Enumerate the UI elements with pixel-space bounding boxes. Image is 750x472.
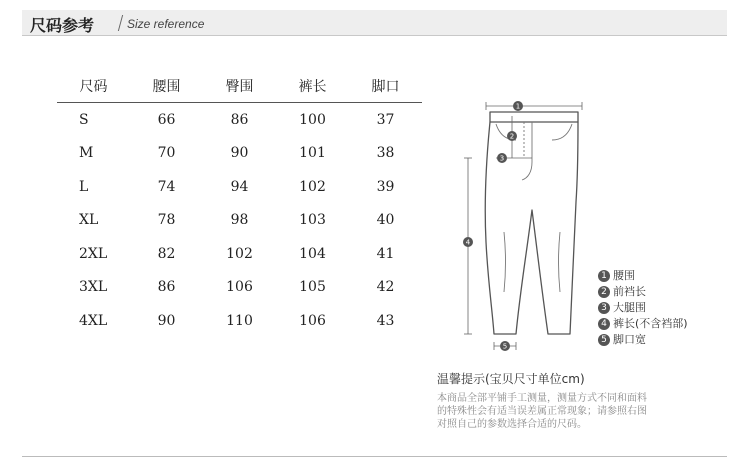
table-cell: 40 — [376, 212, 395, 229]
table-cell: 43 — [376, 312, 395, 329]
table-cell: 66 — [157, 111, 176, 128]
table-row — [57, 304, 422, 338]
marker-1: 1 — [515, 102, 521, 111]
table-cell: 37 — [376, 111, 395, 128]
table-cell: XL — [79, 212, 99, 229]
pants-crease-left — [504, 232, 506, 292]
pants-pocket-right — [552, 124, 572, 140]
table-row — [57, 237, 422, 271]
legend-number: 1 — [598, 270, 610, 282]
legend-number: 4 — [598, 318, 610, 330]
legend-label: 裤长(不含裆部) — [613, 317, 688, 330]
marker-5: 5 — [502, 342, 508, 351]
table-cell: 90 — [230, 145, 249, 162]
tip-line: 本商品全部平铺手工测量，测量方式不同和面料 — [437, 393, 647, 404]
legend-item — [598, 332, 688, 348]
pants-waistband — [490, 112, 578, 122]
marker-2: 2 — [509, 132, 515, 141]
table-cell: 101 — [299, 145, 326, 162]
table-cell: 39 — [376, 178, 395, 195]
table-row — [57, 204, 422, 238]
marker-4: 4 — [465, 238, 471, 247]
legend-label: 腰围 — [613, 269, 635, 282]
measurement-legend — [598, 268, 688, 348]
table-cell: 105 — [299, 279, 326, 296]
legend-number: 5 — [598, 334, 610, 346]
column-header: 脚口 — [349, 70, 422, 103]
column-header: 臀围 — [203, 70, 276, 103]
table-cell: 98 — [230, 212, 249, 229]
legend-label: 大腿围 — [613, 301, 646, 314]
legend-item — [598, 316, 688, 332]
column-header: 裤长 — [276, 70, 349, 103]
section-title: 尺码参考 — [30, 16, 95, 35]
legend-item — [598, 268, 688, 284]
table-row — [57, 103, 422, 137]
table-cell: 74 — [157, 178, 176, 195]
table-cell: 86 — [157, 279, 176, 296]
marker-3: 3 — [499, 154, 505, 163]
table-cell: 70 — [157, 145, 176, 162]
table-cell: 100 — [299, 111, 326, 128]
table-cell: S — [79, 111, 89, 128]
legend-number: 3 — [598, 302, 610, 314]
tip-title: 温馨提示(宝贝尺寸单位cm) — [437, 372, 585, 386]
column-header: 尺码 — [57, 70, 130, 103]
table-cell: 2XL — [79, 245, 108, 262]
legend-item — [598, 300, 688, 316]
table-cell: 102 — [226, 245, 253, 262]
legend-label: 前裆长 — [613, 285, 646, 298]
table-cell: 102 — [299, 178, 326, 195]
title-separator — [118, 15, 123, 31]
column-header: 腰围 — [130, 70, 203, 103]
size-table — [57, 70, 422, 338]
section-header — [22, 10, 727, 36]
section-subtitle: Size reference — [127, 17, 205, 31]
table-cell: 104 — [299, 245, 326, 262]
table-cell: 110 — [226, 312, 253, 329]
table-cell: 86 — [230, 111, 249, 128]
table-cell: 82 — [157, 245, 176, 262]
legend-label: 脚口宽 — [613, 333, 646, 346]
table-cell: 106 — [299, 312, 326, 329]
table-cell: 78 — [157, 212, 176, 229]
pants-diagram — [460, 92, 590, 354]
table-header-row — [57, 70, 422, 103]
table-row — [57, 271, 422, 305]
table-cell: M — [79, 145, 94, 162]
table-cell: 3XL — [79, 279, 108, 296]
table-cell: 42 — [376, 279, 395, 296]
table-row — [57, 137, 422, 171]
table-cell: 4XL — [79, 312, 108, 329]
bottom-divider — [22, 456, 727, 457]
pants-crease-right — [559, 232, 561, 292]
tip-body — [437, 392, 707, 431]
table-cell: 41 — [376, 245, 395, 262]
table-cell: 106 — [226, 279, 253, 296]
table-row — [57, 170, 422, 204]
table-cell: 38 — [376, 145, 395, 162]
table-cell: 94 — [230, 178, 249, 195]
legend-number: 2 — [598, 286, 610, 298]
tip-line: 对照自己的参数选择合适的尺码。 — [437, 419, 587, 430]
tip-line: 的特殊性会有适当误差属正常现象；请参照右图 — [437, 406, 647, 417]
pants-fly — [522, 122, 532, 180]
table-cell: 90 — [157, 312, 176, 329]
legend-item — [598, 284, 688, 300]
table-cell: L — [79, 178, 89, 195]
table-cell: 103 — [299, 212, 326, 229]
